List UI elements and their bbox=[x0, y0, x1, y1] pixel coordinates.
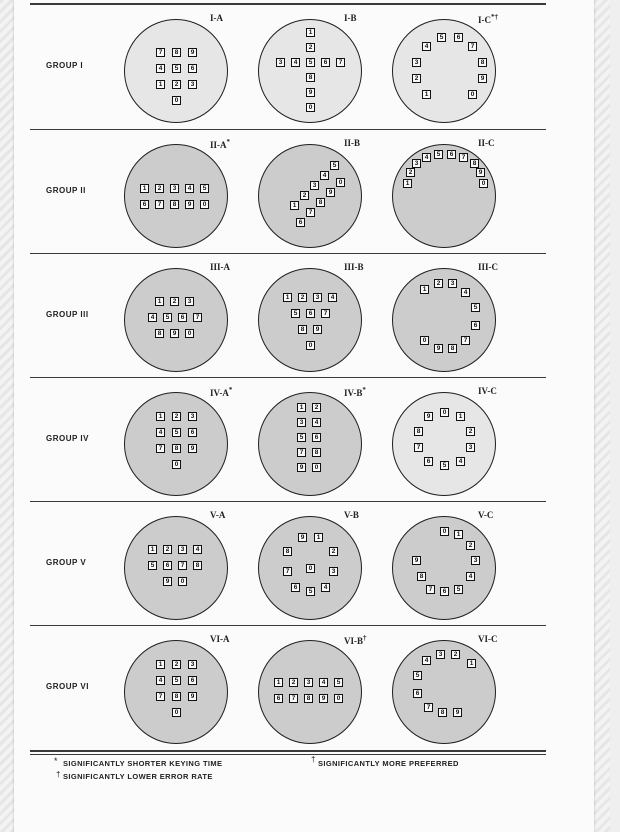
keypad-key: 6 bbox=[188, 428, 197, 437]
keypad-key: 9 bbox=[476, 168, 485, 177]
keypad-key: 2 bbox=[434, 279, 443, 288]
keypad-key: 8 bbox=[304, 694, 313, 703]
keypad-key: 3 bbox=[412, 58, 421, 67]
keypad-circle bbox=[124, 268, 228, 372]
layout-label-text: V-C bbox=[478, 510, 494, 520]
keypad-key: 2 bbox=[298, 293, 307, 302]
keypad-key: 2 bbox=[306, 43, 315, 52]
keypad-key: 9 bbox=[163, 577, 172, 586]
keypad-key: 9 bbox=[188, 444, 197, 453]
layout-label-text: IV-B bbox=[344, 388, 363, 398]
group-divider bbox=[30, 625, 546, 626]
keypad-key: 9 bbox=[424, 412, 433, 421]
keypad-key: 0 bbox=[336, 178, 345, 187]
keypad-key: 1 bbox=[148, 545, 157, 554]
keypad-key: 1 bbox=[140, 184, 149, 193]
keypad-key: 7 bbox=[156, 444, 165, 453]
keypad-key: 1 bbox=[156, 660, 165, 669]
keypad-key: 7 bbox=[424, 703, 433, 712]
group-label: GROUP IV bbox=[46, 434, 89, 443]
keypad-key: 9 bbox=[478, 74, 487, 83]
keypad-key: 4 bbox=[320, 171, 329, 180]
layout-label bbox=[344, 262, 364, 272]
layout-label bbox=[210, 13, 223, 23]
keypad-key: 0 bbox=[200, 200, 209, 209]
keypad-key: 5 bbox=[172, 428, 181, 437]
keypad-key: 4 bbox=[148, 313, 157, 322]
dagger-symbol: † bbox=[56, 770, 61, 779]
scrollbar[interactable] bbox=[610, 0, 620, 832]
layout-label bbox=[344, 510, 359, 520]
keypad-key: 2 bbox=[172, 412, 181, 421]
keypad-key: 8 bbox=[448, 344, 457, 353]
group-divider bbox=[30, 129, 546, 130]
keypad-key: 8 bbox=[438, 708, 447, 717]
keypad-key: 0 bbox=[306, 103, 315, 112]
keypad-key: 1 bbox=[456, 412, 465, 421]
keypad-key: 5 bbox=[172, 676, 181, 685]
keypad-key: 3 bbox=[188, 412, 197, 421]
keypad-key: 8 bbox=[417, 572, 426, 581]
keypad-key: 8 bbox=[283, 547, 292, 556]
keypad-key: 6 bbox=[471, 321, 480, 330]
keypad-key: 6 bbox=[306, 309, 315, 318]
keypad-key: 8 bbox=[306, 73, 315, 82]
layout-label bbox=[478, 13, 498, 25]
layout-label bbox=[478, 386, 497, 396]
layout-label-text: III-A bbox=[210, 262, 231, 272]
layout-label bbox=[210, 386, 232, 398]
keypad-key: 2 bbox=[412, 74, 421, 83]
significance-mark: * bbox=[226, 138, 231, 146]
keypad-key: 3 bbox=[412, 159, 421, 168]
keypad-key: 3 bbox=[304, 678, 313, 687]
group-label: GROUP V bbox=[46, 558, 87, 567]
keypad-circle bbox=[124, 144, 228, 248]
keypad-key: 7 bbox=[336, 58, 345, 67]
keypad-key: 4 bbox=[319, 678, 328, 687]
keypad-key: 0 bbox=[440, 408, 449, 417]
keypad-key: 7 bbox=[156, 48, 165, 57]
layout-label-text: II-A bbox=[210, 140, 227, 150]
keypad-key: 4 bbox=[422, 42, 431, 51]
keypad-key: 5 bbox=[200, 184, 209, 193]
keypad-key: 2 bbox=[155, 184, 164, 193]
layout-label bbox=[344, 138, 360, 148]
keypad-key: 6 bbox=[291, 583, 300, 592]
keypad-key: 7 bbox=[193, 313, 202, 322]
keypad-key: 6 bbox=[178, 313, 187, 322]
keypad-key: 4 bbox=[156, 64, 165, 73]
keypad-key: 6 bbox=[274, 694, 283, 703]
keypad-key: 8 bbox=[193, 561, 202, 570]
document-sheet bbox=[14, 0, 594, 832]
keypad-key: 1 bbox=[420, 285, 429, 294]
keypad-key: 0 bbox=[312, 463, 321, 472]
keypad-key: 1 bbox=[297, 403, 306, 412]
footnote-shorter-keying: SIGNIFICANTLY SHORTER KEYING TIME bbox=[63, 759, 223, 768]
group-divider bbox=[30, 377, 546, 378]
layout-label-text: VI-C bbox=[478, 634, 498, 644]
layout-label-text: V-B bbox=[344, 510, 359, 520]
keypad-key: 7 bbox=[321, 309, 330, 318]
keypad-key: 4 bbox=[328, 293, 337, 302]
keypad-key: 7 bbox=[283, 567, 292, 576]
keypad-key: 7 bbox=[156, 692, 165, 701]
keypad-key: 5 bbox=[330, 161, 339, 170]
keypad-key: 6 bbox=[413, 689, 422, 698]
group-label: GROUP II bbox=[46, 186, 86, 195]
keypad-key: 2 bbox=[466, 541, 475, 550]
layout-label-text: I-B bbox=[344, 13, 357, 23]
keypad-key: 3 bbox=[178, 545, 187, 554]
keypad-circle bbox=[258, 392, 362, 496]
keypad-key: 8 bbox=[470, 159, 479, 168]
keypad-key: 5 bbox=[334, 678, 343, 687]
keypad-key: 3 bbox=[188, 80, 197, 89]
keypad-key: 4 bbox=[193, 545, 202, 554]
layout-label-text: V-A bbox=[210, 510, 226, 520]
keypad-key: 7 bbox=[414, 443, 423, 452]
keypad-key: 4 bbox=[312, 418, 321, 427]
keypad-key: 8 bbox=[478, 58, 487, 67]
keypad-key: 9 bbox=[326, 188, 335, 197]
layout-label-text: VI-B bbox=[344, 636, 364, 646]
keypad-key: 3 bbox=[471, 556, 480, 565]
keypad-key: 0 bbox=[306, 341, 315, 350]
keypad-key: 1 bbox=[454, 530, 463, 539]
keypad-key: 2 bbox=[312, 403, 321, 412]
layout-label-text: IV-A bbox=[210, 388, 229, 398]
keypad-key: 2 bbox=[300, 191, 309, 200]
keypad-key: 7 bbox=[468, 42, 477, 51]
keypad-key: 4 bbox=[185, 184, 194, 193]
keypad-key: 9 bbox=[306, 88, 315, 97]
top-rule bbox=[30, 3, 546, 5]
keypad-key: 4 bbox=[422, 656, 431, 665]
layout-label bbox=[478, 510, 493, 520]
keypad-key: 5 bbox=[437, 33, 446, 42]
keypad-key: 5 bbox=[306, 58, 315, 67]
layout-label bbox=[210, 634, 230, 644]
keypad-key: 5 bbox=[297, 433, 306, 442]
keypad-key: 6 bbox=[163, 561, 172, 570]
keypad-key: 6 bbox=[440, 587, 449, 596]
keypad-key: 5 bbox=[413, 671, 422, 680]
keypad-key: 0 bbox=[334, 694, 343, 703]
keypad-key: 3 bbox=[313, 293, 322, 302]
keypad-key: 4 bbox=[156, 428, 165, 437]
keypad-key: 3 bbox=[276, 58, 285, 67]
layout-label bbox=[210, 510, 225, 520]
asterisk-symbol: * bbox=[54, 756, 58, 766]
keypad-key: 3 bbox=[188, 660, 197, 669]
significance-mark: *† bbox=[491, 13, 498, 21]
bottom-rule-thin bbox=[30, 754, 546, 755]
keypad-key: 0 bbox=[172, 708, 181, 717]
keypad-key: 8 bbox=[414, 427, 423, 436]
layout-label-text: II-B bbox=[344, 138, 361, 148]
keypad-key: 3 bbox=[297, 418, 306, 427]
layout-label-text: VI-A bbox=[210, 634, 230, 644]
keypad-key: 6 bbox=[188, 676, 197, 685]
keypad-key: 7 bbox=[426, 585, 435, 594]
keypad-key: 3 bbox=[466, 443, 475, 452]
keypad-key: 4 bbox=[466, 572, 475, 581]
keypad-key: 1 bbox=[306, 28, 315, 37]
keypad-key: 8 bbox=[316, 198, 325, 207]
keypad-key: 1 bbox=[274, 678, 283, 687]
keypad-key: 7 bbox=[178, 561, 187, 570]
footnote-more-preferred: SIGNIFICANTLY MORE PREFERRED bbox=[318, 759, 459, 768]
group-label: GROUP VI bbox=[46, 682, 89, 691]
group-divider bbox=[30, 501, 546, 502]
keypad-key: 0 bbox=[185, 329, 194, 338]
keypad-key: 5 bbox=[291, 309, 300, 318]
dagger-symbol-2: † bbox=[311, 755, 316, 764]
keypad-key: 8 bbox=[172, 48, 181, 57]
keypad-key: 9 bbox=[319, 694, 328, 703]
keypad-key: 5 bbox=[440, 461, 449, 470]
keypad-key: 9 bbox=[313, 325, 322, 334]
keypad-key: 7 bbox=[289, 694, 298, 703]
keypad-key: 1 bbox=[422, 90, 431, 99]
keypad-circle bbox=[258, 640, 362, 744]
keypad-key: 2 bbox=[406, 168, 415, 177]
keypad-key: 8 bbox=[312, 448, 321, 457]
keypad-key: 2 bbox=[329, 547, 338, 556]
keypad-key: 2 bbox=[170, 297, 179, 306]
keypad-key: 8 bbox=[155, 329, 164, 338]
significance-mark: * bbox=[228, 386, 233, 394]
keypad-circle bbox=[392, 144, 496, 248]
keypad-key: 9 bbox=[188, 692, 197, 701]
group-label: GROUP I bbox=[46, 61, 84, 70]
keypad-key: 1 bbox=[314, 533, 323, 542]
keypad-key: 8 bbox=[170, 200, 179, 209]
keypad-key: 2 bbox=[466, 427, 475, 436]
keypad-key: 1 bbox=[467, 659, 476, 668]
keypad-key: 1 bbox=[283, 293, 292, 302]
keypad-key: 0 bbox=[172, 460, 181, 469]
keypad-key: 1 bbox=[156, 412, 165, 421]
keypad-key: 0 bbox=[420, 336, 429, 345]
layout-label-text: III-C bbox=[478, 262, 499, 272]
keypad-key: 0 bbox=[440, 527, 449, 536]
layout-label-text: I-C bbox=[478, 15, 491, 25]
layout-label-text: III-B bbox=[344, 262, 364, 272]
keypad-key: 3 bbox=[436, 650, 445, 659]
keypad-key: 8 bbox=[172, 692, 181, 701]
keypad-key: 4 bbox=[461, 288, 470, 297]
group-label: GROUP III bbox=[46, 310, 89, 319]
keypad-circle bbox=[258, 268, 362, 372]
bottom-rule bbox=[30, 750, 546, 752]
keypad-key: 9 bbox=[188, 48, 197, 57]
keypad-key: 7 bbox=[155, 200, 164, 209]
keypad-key: 5 bbox=[471, 303, 480, 312]
keypad-key: 0 bbox=[479, 179, 488, 188]
keypad-key: 4 bbox=[321, 583, 330, 592]
group-divider bbox=[30, 253, 546, 254]
keypad-key: 9 bbox=[434, 344, 443, 353]
keypad-circle bbox=[392, 268, 496, 372]
keypad-key: 0 bbox=[172, 96, 181, 105]
keypad-key: 4 bbox=[422, 153, 431, 162]
keypad-key: 3 bbox=[185, 297, 194, 306]
keypad-key: 6 bbox=[454, 33, 463, 42]
keypad-key: 2 bbox=[172, 80, 181, 89]
keypad-key: 2 bbox=[172, 660, 181, 669]
layout-label bbox=[344, 634, 367, 646]
keypad-key: 1 bbox=[155, 297, 164, 306]
keypad-key: 0 bbox=[468, 90, 477, 99]
keypad-key: 7 bbox=[306, 208, 315, 217]
keypad-key: 9 bbox=[170, 329, 179, 338]
layout-label-text: I-A bbox=[210, 13, 223, 23]
keypad-key: 1 bbox=[403, 179, 412, 188]
keypad-key: 6 bbox=[447, 150, 456, 159]
significance-mark: * bbox=[362, 386, 366, 394]
layout-label-text: IV-C bbox=[478, 386, 497, 396]
keypad-key: 6 bbox=[140, 200, 149, 209]
keypad-key: 9 bbox=[185, 200, 194, 209]
keypad-key: 6 bbox=[424, 457, 433, 466]
layout-label bbox=[210, 138, 230, 150]
keypad-key: 0 bbox=[306, 564, 315, 573]
footnote-lower-error: SIGNIFICANTLY LOWER ERROR RATE bbox=[63, 772, 213, 781]
layout-label bbox=[478, 634, 498, 644]
keypad-key: 0 bbox=[178, 577, 187, 586]
keypad-key: 3 bbox=[310, 181, 319, 190]
keypad-key: 4 bbox=[456, 457, 465, 466]
keypad-key: 1 bbox=[290, 201, 299, 210]
keypad-circle bbox=[258, 144, 362, 248]
keypad-key: 5 bbox=[434, 150, 443, 159]
layout-label bbox=[344, 13, 357, 23]
significance-mark: † bbox=[363, 634, 367, 642]
keypad-key: 2 bbox=[289, 678, 298, 687]
keypad-circle bbox=[124, 516, 228, 620]
keypad-key: 3 bbox=[448, 279, 457, 288]
keypad-key: 4 bbox=[291, 58, 300, 67]
keypad-key: 3 bbox=[329, 567, 338, 576]
keypad-key: 5 bbox=[306, 587, 315, 596]
keypad-key: 9 bbox=[453, 708, 462, 717]
keypad-key: 8 bbox=[298, 325, 307, 334]
keypad-key: 1 bbox=[156, 80, 165, 89]
keypad-key: 5 bbox=[163, 313, 172, 322]
layout-label-text: II-C bbox=[478, 138, 495, 148]
keypad-key: 6 bbox=[188, 64, 197, 73]
keypad-key: 6 bbox=[296, 218, 305, 227]
keypad-key: 4 bbox=[156, 676, 165, 685]
keypad-key: 5 bbox=[172, 64, 181, 73]
keypad-key: 2 bbox=[451, 650, 460, 659]
keypad-key: 3 bbox=[170, 184, 179, 193]
keypad-key: 2 bbox=[163, 545, 172, 554]
keypad-key: 7 bbox=[459, 153, 468, 162]
keypad-key: 5 bbox=[454, 585, 463, 594]
layout-label bbox=[478, 138, 495, 148]
layout-label bbox=[210, 262, 230, 272]
layout-label bbox=[344, 386, 366, 398]
keypad-key: 9 bbox=[412, 556, 421, 565]
layout-label bbox=[478, 262, 498, 272]
keypad-key: 9 bbox=[297, 463, 306, 472]
keypad-key: 6 bbox=[321, 58, 330, 67]
keypad-key: 5 bbox=[148, 561, 157, 570]
keypad-key: 8 bbox=[172, 444, 181, 453]
keypad-key: 7 bbox=[297, 448, 306, 457]
keypad-key: 7 bbox=[461, 336, 470, 345]
keypad-key: 9 bbox=[298, 533, 307, 542]
keypad-key: 6 bbox=[312, 433, 321, 442]
